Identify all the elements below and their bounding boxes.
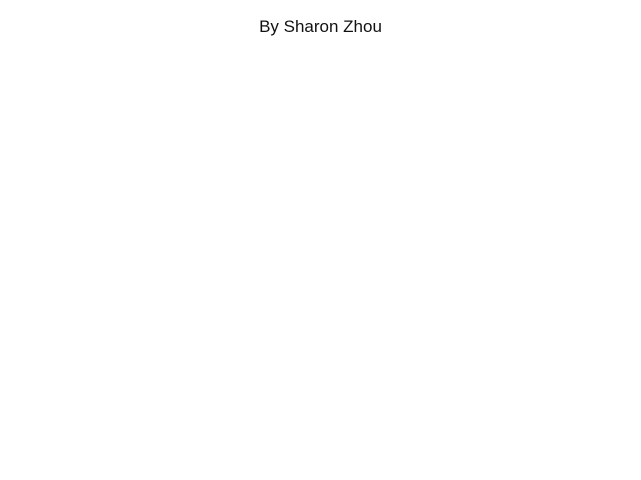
author-byline: By Sharon Zhou bbox=[259, 17, 382, 36]
